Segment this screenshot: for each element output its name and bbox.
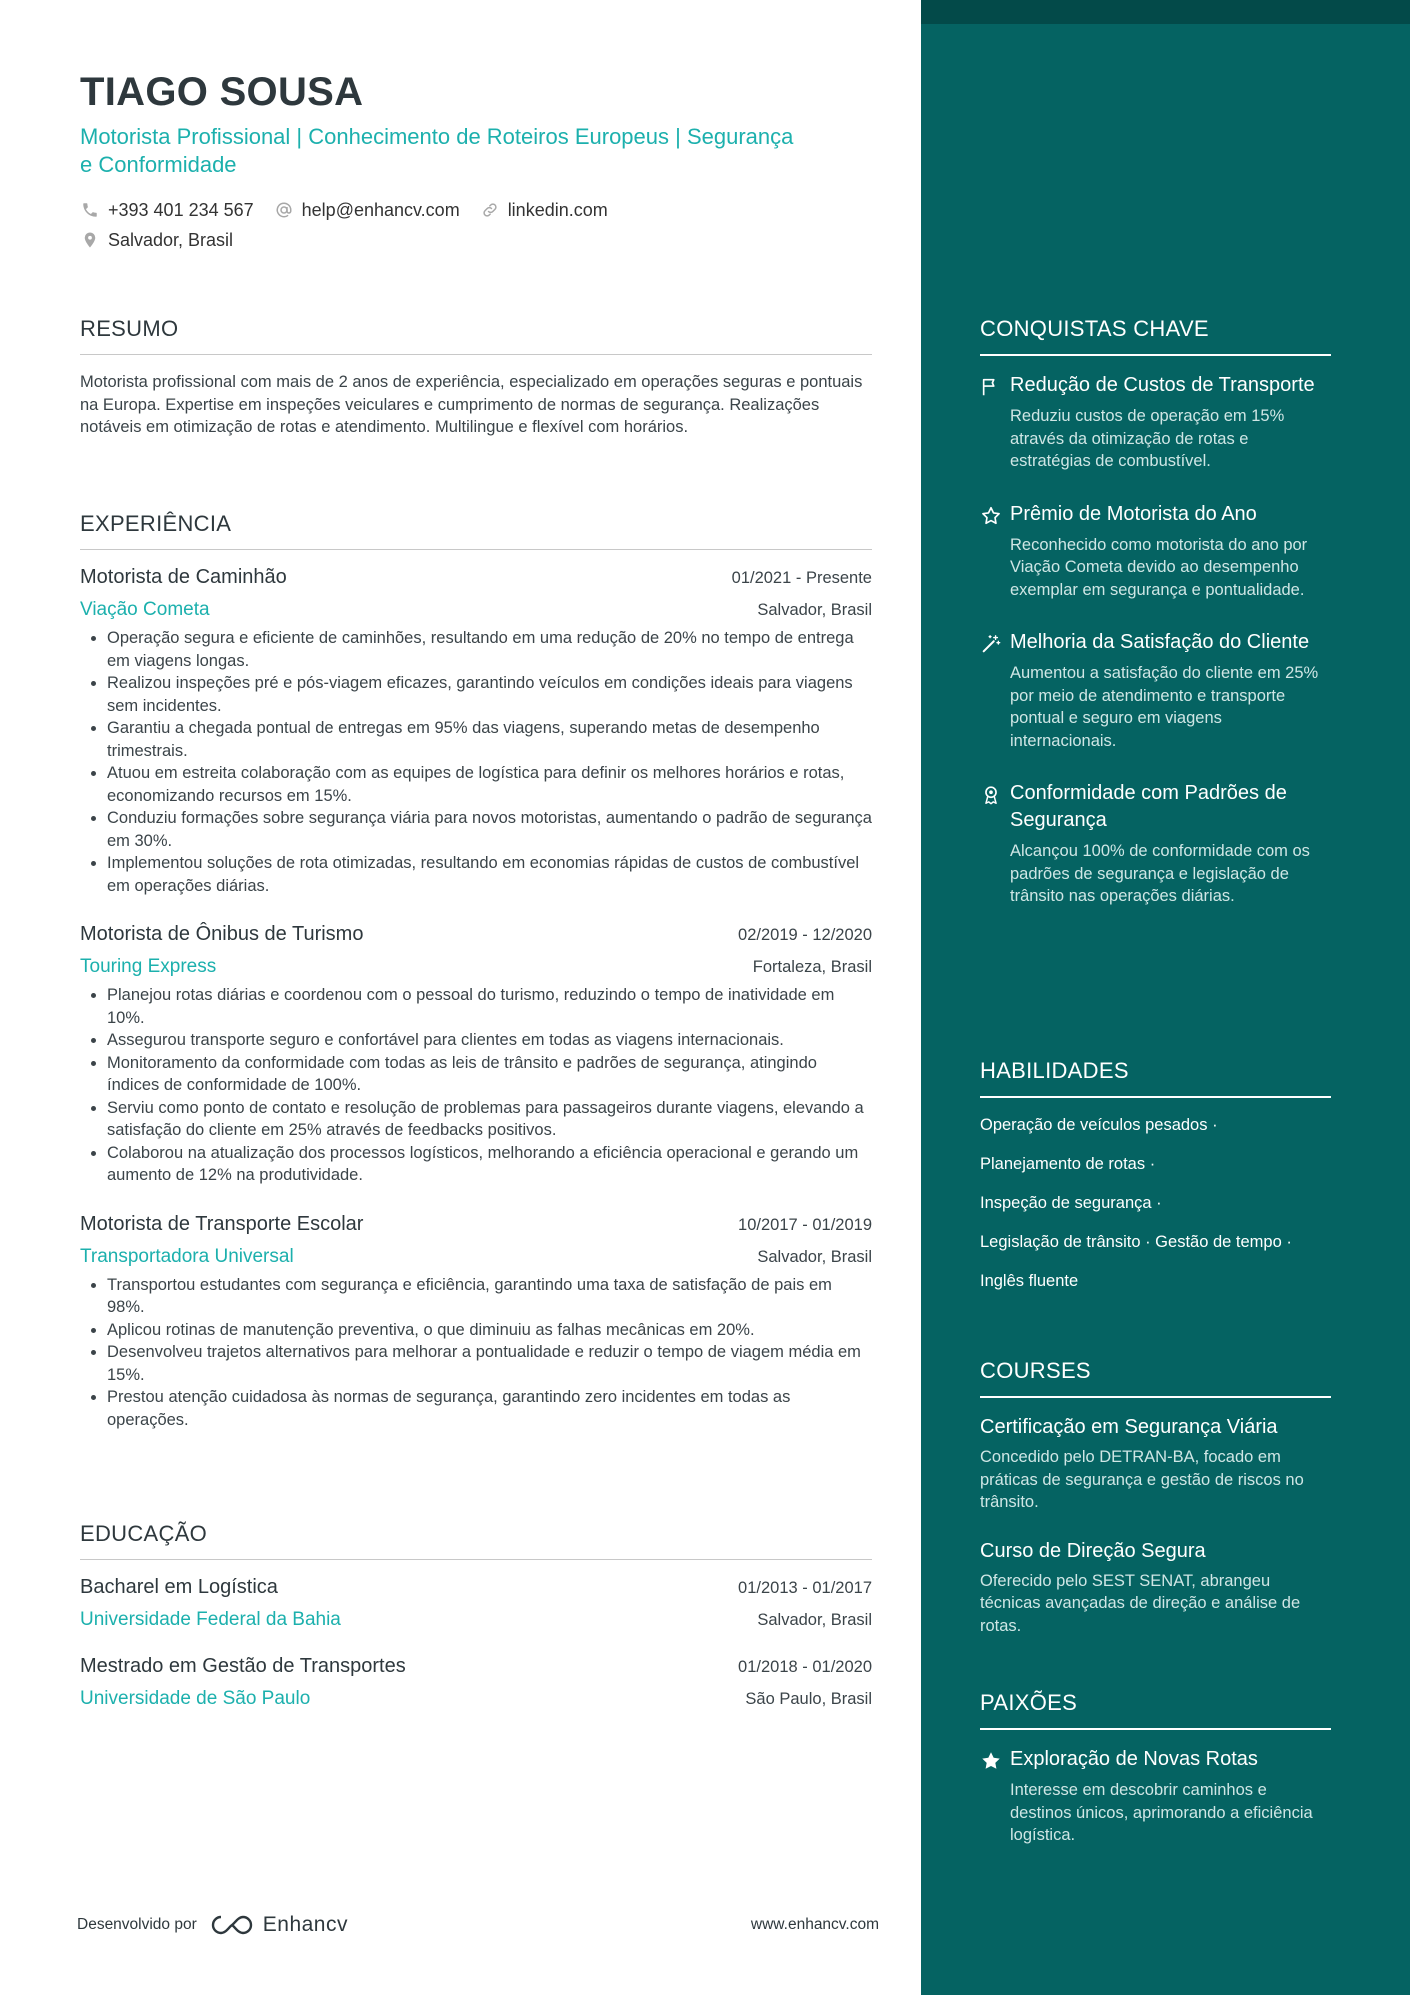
job-company: Transportadora Universal <box>80 1245 294 1267</box>
job-company: Touring Express <box>80 956 217 977</box>
passion-item <box>980 1746 1331 1847</box>
skill-line: Legislação de trânsito · Gestão de tempo · <box>980 1233 1292 1251</box>
education-degree: Bacharel em Logística <box>80 1576 278 1598</box>
achievement-item <box>980 780 1331 908</box>
phone-contact[interactable] <box>80 200 254 221</box>
achievement-title: Melhoria da Satisfação do Cliente <box>1010 631 1310 653</box>
passions-title: PAIXÕES <box>980 1690 1331 1730</box>
enhancv-logo-icon <box>209 1913 255 1937</box>
education-entry <box>80 1655 872 1710</box>
job-bullet: • Desenvolveu trajetos alternativos para melhorar a pontualidade e reduzir o tempo de viagem média em 15%. <box>107 1341 872 1386</box>
skills-section <box>980 1058 1331 1309</box>
course-title: Curso de Direção Segura <box>980 1539 1206 1562</box>
sidebar-top-band <box>921 0 1410 24</box>
award-ribbon-icon <box>980 780 1010 908</box>
skill-line: Inglês fluente <box>980 1272 1079 1290</box>
summary-section <box>80 316 872 439</box>
courses-section <box>980 1358 1331 1637</box>
job-location: Salvador, Brasil <box>757 1247 872 1266</box>
location-contact <box>80 230 233 251</box>
skills-title: HABILIDADES <box>980 1058 1331 1098</box>
flag-icon <box>980 372 1010 473</box>
star-filled-icon <box>980 1746 1010 1847</box>
course-item <box>980 1538 1331 1638</box>
job-bullet: • Prestou atenção cuidadosa às normas de segurança, garantindo zero incidentes em todas as operações. <box>107 1386 872 1431</box>
job-bullet: • Serviu como ponto de contato e resolução de problemas para passageiros durante viagens, elevando a satisfação do cliente em 25% através de feedbacks positivos. <box>107 1097 872 1142</box>
job-title: Motorista de Ônibus de Turismo <box>80 923 364 945</box>
job-bullet: • Colaborou na atualização dos processos logísticos, melhorando a eficiência operacional e gerando um aumento de 12% na produtividade. <box>107 1142 872 1187</box>
job-title: Motorista de Transporte Escolar <box>80 1212 364 1235</box>
candidate-headline: Motorista Profissional | Conhecimento de Roteiros Europeus | Segurança e Conformidade <box>80 124 794 177</box>
achievement-desc: Aumentou a satisfação do cliente em 25% por meio de atendimento e transporte pontual e seguro em viagens internacionais. <box>1010 664 1319 750</box>
education-school: Universidade Federal da Bahia <box>80 1609 341 1630</box>
link-icon <box>480 200 500 220</box>
job-bullet: • Operação segura e eficiente de caminhões, resultando em uma redução de 20% no tempo de entrega em viagens longas. <box>107 627 872 672</box>
experience-title: EXPERIÊNCIA <box>80 511 872 550</box>
education-school: Universidade de São Paulo <box>80 1688 311 1709</box>
job-bullet: • Conduziu formações sobre segurança viária para novos motoristas, aumentando o padrão de segurança em 30%. <box>107 807 872 852</box>
location-pin-icon <box>80 230 100 250</box>
achievement-title: Redução de Custos de Transporte <box>1010 374 1315 396</box>
passion-title: Exploração de Novas Rotas <box>1010 1748 1258 1770</box>
footer <box>77 1913 879 1937</box>
star-outline-icon <box>980 501 1010 602</box>
achievement-desc: Alcançou 100% de conformidade com os padrões de segurança e legislação de trânsito nas operações diárias. <box>1010 842 1310 905</box>
achievement-item <box>980 501 1331 602</box>
achievement-desc: Reconhecido como motorista do ano por Viação Cometa devido ao desempenho exemplar em segurança e pontualidade. <box>1010 535 1308 599</box>
experience-section <box>80 511 872 1431</box>
passion-desc: Interesse em descobrir caminhos e destinos únicos, aprimorando a eficiência logística. <box>1010 1781 1313 1844</box>
achievements-title: CONQUISTAS CHAVE <box>980 316 1331 356</box>
job-bullet: • Assegurou transporte seguro e confortável para clientes em todas as viagens internacionais. <box>107 1029 872 1052</box>
footer-brand <box>77 1913 348 1937</box>
job-company: Viação Cometa <box>80 599 210 620</box>
skill-line: Planejamento de rotas · <box>980 1155 1156 1173</box>
phone-text: +393 401 234 567 <box>108 199 254 220</box>
education-entry <box>80 1576 872 1631</box>
email-text: help@enhancv.com <box>301 199 460 220</box>
job-date: 02/2019 - 12/2020 <box>738 926 872 944</box>
achievement-desc: Reduziu custos de operação em 15% através da otimização de rotas e estratégias de combustível. <box>1010 407 1285 470</box>
summary-text: Motorista profissional com mais de 2 anos de experiência, especializado em operações seguras e pontuais na Europa. Expertise em inspeções veiculares e cumprimento de normas de segurança. Realizações notáveis em otimização de rotas e atendimento. Multilingue e flexível com horários. <box>80 373 863 436</box>
education-location: São Paulo, Brasil <box>745 1690 872 1708</box>
achievements-section <box>980 316 1331 908</box>
achievement-item <box>980 372 1331 473</box>
course-title: Certificação em Segurança Viária <box>980 1416 1278 1438</box>
course-desc: Concedido pelo DETRAN-BA, focado em práticas de segurança e gestão de riscos no trânsito. <box>980 1448 1304 1511</box>
job-bullet: • Aplicou rotinas de manutenção preventiva, o que diminuiu as falhas mecânicas em 20%. <box>107 1319 872 1342</box>
job-location: Salvador, Brasil <box>757 601 872 619</box>
skill-line: Inspeção de segurança · <box>980 1194 1162 1212</box>
job-bullets <box>80 984 872 1187</box>
job-location: Fortaleza, Brasil <box>752 958 872 976</box>
email-contact[interactable] <box>274 200 460 221</box>
summary-title: RESUMO <box>80 316 872 355</box>
job-entry <box>80 566 872 897</box>
job-date: 10/2017 - 01/2019 <box>738 1215 872 1234</box>
job-bullet: • Realizou inspeções pré e pós-viagem eficazes, garantindo veículos em condições ideais para viagens sem incidentes. <box>107 672 872 717</box>
job-title: Motorista de Caminhão <box>80 566 287 588</box>
linkedin-text: linkedin.com <box>507 199 608 220</box>
location-text: Salvador, Brasil <box>108 229 234 250</box>
at-icon <box>274 200 294 220</box>
education-title: EDUCAÇÃO <box>80 1521 872 1560</box>
achievement-title: Conformidade com Padrões de Segurança <box>1010 782 1287 831</box>
passions-section <box>980 1690 1331 1847</box>
job-entry <box>80 1213 872 1432</box>
education-section <box>80 1521 872 1710</box>
job-bullet: • Planejou rotas diárias e coordenou com o pessoal do turismo, reduzindo o tempo de inatividade em 10%. <box>107 984 872 1029</box>
course-desc: Oferecido pelo SEST SENAT, abrangeu técnicas avançadas de direção e análise de rotas. <box>980 1571 1301 1635</box>
job-bullet: • Garantiu a chegada pontual de entregas em 95% das viagens, superando metas de desempenho trimestrais. <box>107 717 872 762</box>
course-item <box>980 1414 1331 1514</box>
job-bullets <box>80 627 872 897</box>
job-entry <box>80 923 872 1187</box>
contact-info <box>80 198 872 258</box>
education-degree: Mestrado em Gestão de Transportes <box>80 1655 406 1677</box>
magic-wand-icon <box>980 629 1010 752</box>
achievement-item <box>980 629 1331 752</box>
job-bullet: • Monitoramento da conformidade com todas as leis de trânsito e padrões de segurança, atingindo índices de conformidade de 100%. <box>107 1052 872 1097</box>
courses-title: COURSES <box>980 1358 1331 1398</box>
job-bullet: • Atuou em estreita colaboração com as equipes de logística para definir os melhores horários e rotas, economizando recursos em 15%. <box>107 762 872 807</box>
achievement-title: Prêmio de Motorista do Ano <box>1010 502 1257 525</box>
website-link[interactable]: www.enhancv.com <box>750 1916 879 1933</box>
candidate-name: TIAGO SOUSA <box>80 70 364 114</box>
job-date: 01/2021 - Presente <box>731 569 872 587</box>
job-bullets <box>80 1274 872 1432</box>
linkedin-contact[interactable] <box>480 200 608 221</box>
job-bullet: • Transportou estudantes com segurança e eficiência, garantindo uma taxa de satisfação de pais em 98%. <box>107 1274 872 1319</box>
education-date: 01/2018 - 01/2020 <box>738 1658 872 1676</box>
phone-icon <box>80 200 100 220</box>
skill-line: Operação de veículos pesados · <box>980 1116 1218 1134</box>
education-location: Salvador, Brasil <box>757 1611 872 1629</box>
brand-name: Enhancv <box>262 1913 348 1936</box>
job-bullet: • Implementou soluções de rota otimizadas, resultando em economias rápidas de custos de combustível em operações diárias. <box>107 852 872 897</box>
developed-by-text: Desenvolvido por <box>77 1916 197 1933</box>
sidebar <box>921 0 1410 1995</box>
education-date: 01/2013 - 01/2017 <box>738 1579 872 1597</box>
